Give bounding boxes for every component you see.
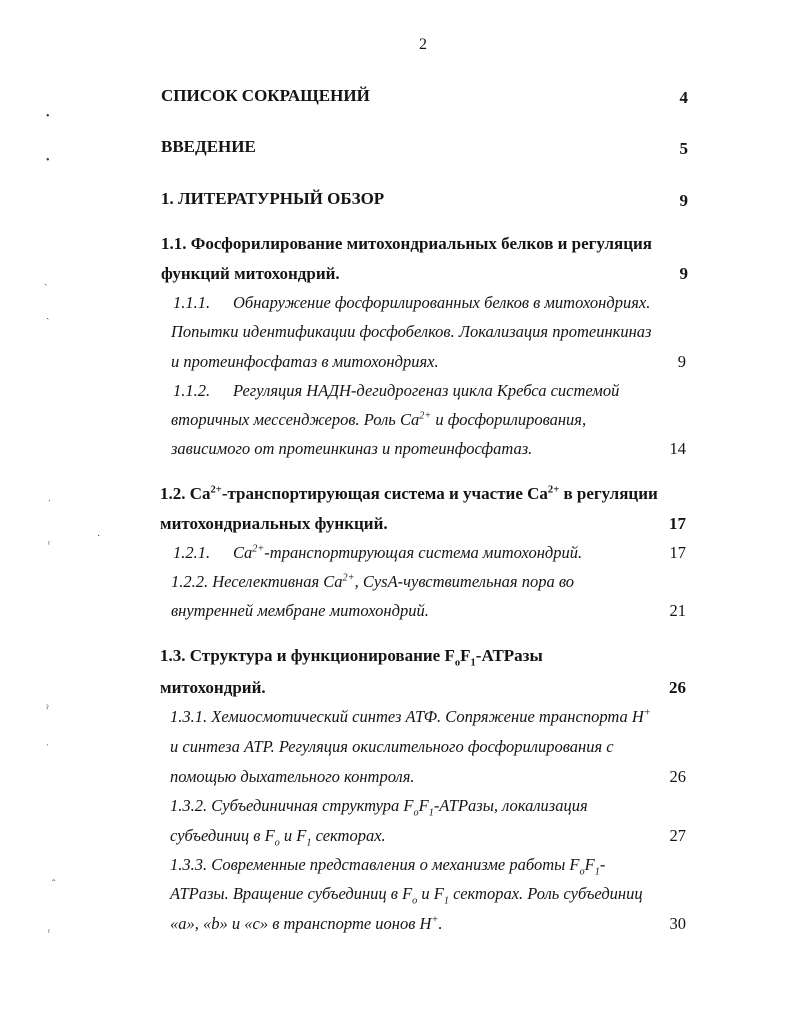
toc-section-1-1-line2: функций митохондрий. [161,264,340,283]
toc-page-literature-review: 9 [679,191,688,210]
toc-subsection-1-3-3-line3: «a», «b» и «c» в транспорте ионов H+. [170,914,443,933]
toc-section-1-2-line2: митохондриальных функций. [160,514,388,533]
toc-subsection-1-2-2-line2: внутренней мембране митохондрий. [171,601,429,620]
toc-heading-introduction: ВВЕДЕНИЕ [161,137,256,156]
scan-speck: • [46,111,50,122]
toc-subsection-1-2-2-line1: 1.2.2. Неселективная $Ca^{2+}$, CysA-чувствительная пора во [171,572,575,591]
toc-subsection-1-3-2-line1: 1.3.2. Субъединичная структура $F_oF_1$-ATPазы, локализация [170,796,588,819]
toc-page-1-2-2: 21 [669,601,686,620]
toc-section-1-3-line2: митохондрий. [160,678,266,697]
toc-section-1-3-line1: 1.3. Структура и функционирование $F_oF_1$-ATPазы [160,646,543,669]
toc-page-abbreviations: 4 [679,88,688,107]
toc-page-1-1-1: 9 [677,352,686,371]
scan-speck: ˈ [46,743,50,754]
toc-page-1-3: 26 [669,678,686,697]
scan-speck: ˀ [46,704,49,715]
scan-speck: · [97,531,101,542]
toc-subsection-number: 1.2.1. [173,543,211,562]
toc-heading-abbreviations: СПИСОК СОКРАЩЕНИЙ [161,86,370,105]
toc-page-introduction: 5 [679,139,688,158]
toc-subsection-1-1-2-line3: зависимого от протеинкиназ и протеинфосфатаз. [171,439,533,458]
toc-subsection-1-1-1-line1: Обнаружение фосфорилированных белков в митохондриях. [233,293,651,312]
page-number: 2 [419,36,427,53]
toc-subsection-1-3-3-line1: 1.3.3. Современные представления о механизме работы $F_oF_1-$ [170,855,606,878]
scan-speck: ˏ [46,309,50,320]
toc-page-1-3-3: 30 [669,914,686,933]
toc-heading-literature-review: 1. ЛИТЕРАТУРНЫЙ ОБЗОР [161,189,385,208]
toc-subsection-1-3-3-line2: ATPазы. Вращение субъединиц в $F_o$ и $F_1$ секторах. Роль субъединиц [170,884,643,907]
scan-speck: ʳ [48,927,51,938]
toc-page-1-3-2: 27 [669,826,686,845]
toc-subsection-1-3-1-line3: помощью дыхательного контроля. [170,767,415,786]
scan-speck: ˎ [44,275,48,286]
scan-speck: ʳ [48,539,51,550]
toc-page-1-1-2: 14 [669,439,686,458]
toc-page-1-2-1: 17 [669,543,686,562]
scan-speck: ˌ [48,491,52,502]
toc-section-1-2-line1: 1.2. $Ca^{2+}$-транспортирующая система и участие $Ca^{2+}$ в регуляции [160,484,658,503]
toc-section-1-1-line1: 1.1. Фосфорилирование митохондриальных белков и регуляция [161,234,652,253]
toc-subsection-1-1-2-line2: вторичных мессенджеров. Роль $Ca^{2+}$ и фосфорилирования, [171,410,587,429]
toc-page-1-1: 9 [679,264,688,283]
toc-subsection-1-1-2-line1: Регуляция НАДН-дегидрогеназ цикла Кребса системой [233,381,620,400]
toc-subsection-1-1-1-line3: и протеинфосфатаз в митохондриях. [171,352,439,371]
toc-subsection-1-1-1-line2: Попытки идентификации фосфобелков. Локализация протеинкиназ [171,322,652,341]
toc-subsection-number: 1.1.1. [173,293,211,312]
toc-subsection-1-3-2-line2: субъединиц в $F_o$ и $F_1$ секторах. [170,826,386,849]
toc-subsection-number: 1.1.2. [173,381,211,400]
toc-page-1-2: 17 [669,514,686,533]
toc-page-1-3-1: 26 [669,767,686,786]
toc-subsection-1-3-1-line1: 1.3.1. Хемиосмотический синтез АТФ. Сопряжение транспорта H+ [170,707,651,726]
toc-subsection-1-2-1-line1: $Ca^{2+}$-транспортирующая система митохондрий. [233,543,583,562]
scan-speck: • [46,155,50,166]
toc-subsection-1-3-1-line2: и синтеза ATP. Регуляция окислительного фосфорилирования с [170,737,614,756]
scan-speck: ˆ [52,879,56,890]
